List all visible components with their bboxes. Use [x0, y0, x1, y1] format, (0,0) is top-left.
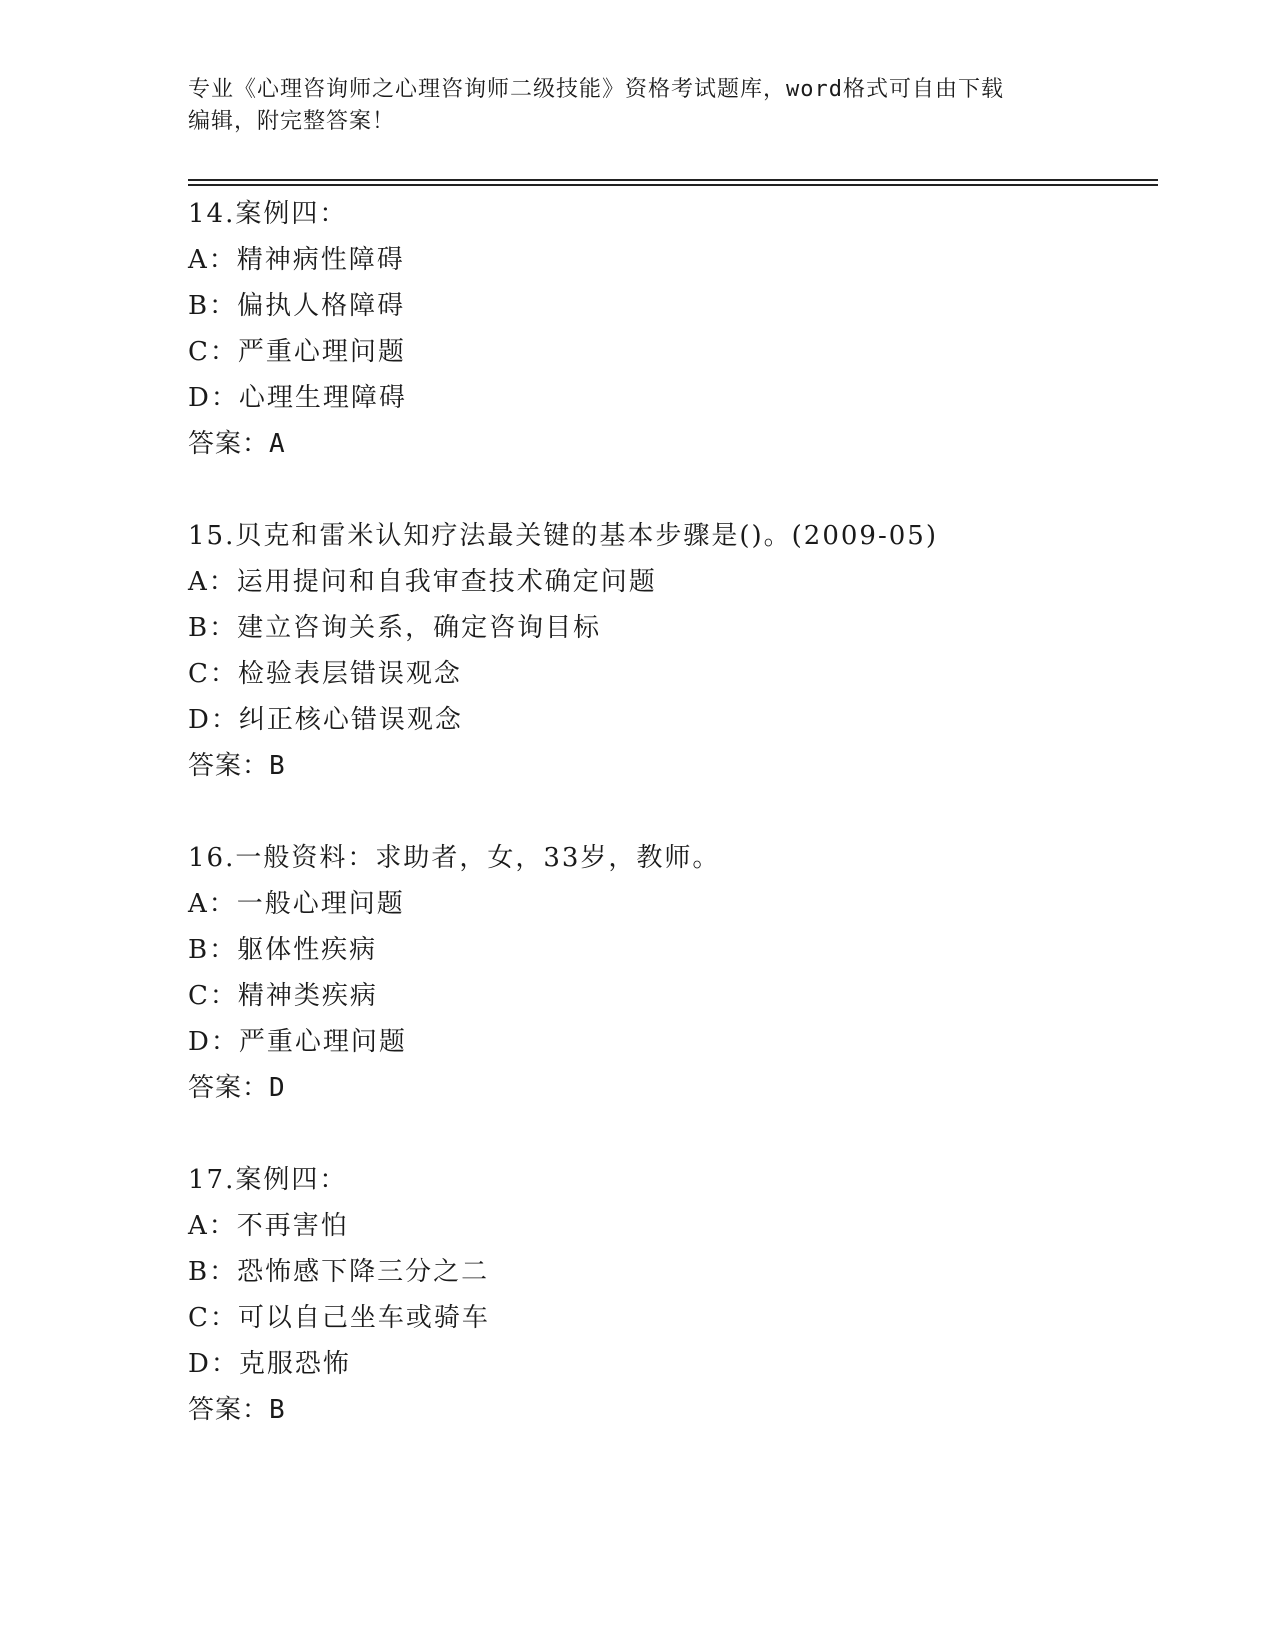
option-b: B：偏执人格障碍 [188, 291, 406, 321]
answer-line [188, 421, 1148, 467]
answer-line [188, 743, 1148, 789]
question-15 [188, 513, 1148, 789]
option-b: B：恐怖感下降三分之二 [188, 1257, 490, 1287]
question-14 [188, 191, 1148, 467]
option-c: C：可以自己坐车或骑车 [188, 1303, 490, 1333]
option-b: B：躯体性疾病 [188, 935, 378, 965]
option-d: D：严重心理问题 [188, 1027, 407, 1057]
option-a: A：精神病性障碍 [188, 245, 405, 275]
option-d: D：克服恐怖 [188, 1349, 351, 1379]
answer-value: A [269, 429, 285, 459]
option-d: D：心理生理障碍 [188, 383, 407, 413]
question-16 [188, 835, 1148, 1111]
question-stem: 14.案例四： [188, 199, 348, 229]
option-c: C：精神类疾病 [188, 981, 378, 1011]
answer-value: B [269, 1395, 285, 1425]
answer-label: 答案： [188, 429, 270, 459]
answer-value: D [269, 1073, 285, 1103]
answer-label: 答案： [188, 1395, 270, 1425]
option-c: C：检验表层错误观念 [188, 659, 462, 689]
header-line-1: 专业《心理咨询师之心理咨询师二级技能》资格考试题库，word格式可自由下载 [188, 77, 1004, 102]
answer-label: 答案： [188, 751, 270, 781]
answer-label: 答案： [188, 1073, 270, 1103]
header-divider-bottom [188, 184, 1158, 186]
header-divider-top [188, 179, 1158, 181]
question-list [188, 191, 1148, 1433]
option-b: B：建立咨询关系，确定咨询目标 [188, 613, 602, 643]
option-a: A：不再害怕 [188, 1211, 349, 1241]
option-a: A：一般心理问题 [188, 889, 405, 919]
document-header [188, 74, 1088, 138]
question-17 [188, 1157, 1148, 1433]
option-d: D：纠正核心错误观念 [188, 705, 463, 735]
answer-value: B [269, 751, 285, 781]
option-a: A：运用提问和自我审查技术确定问题 [188, 567, 657, 597]
header-line-2: 编辑，附完整答案！ [188, 109, 396, 134]
answer-line [188, 1387, 1148, 1433]
question-stem: 17.案例四： [188, 1165, 348, 1195]
option-c: C：严重心理问题 [188, 337, 406, 367]
answer-line [188, 1065, 1148, 1111]
question-stem: 16.一般资料：求助者，女，33岁，教师。 [188, 843, 721, 873]
question-stem: 15.贝克和雷米认知疗法最关键的基本步骤是()。(2009-05) [188, 521, 938, 551]
